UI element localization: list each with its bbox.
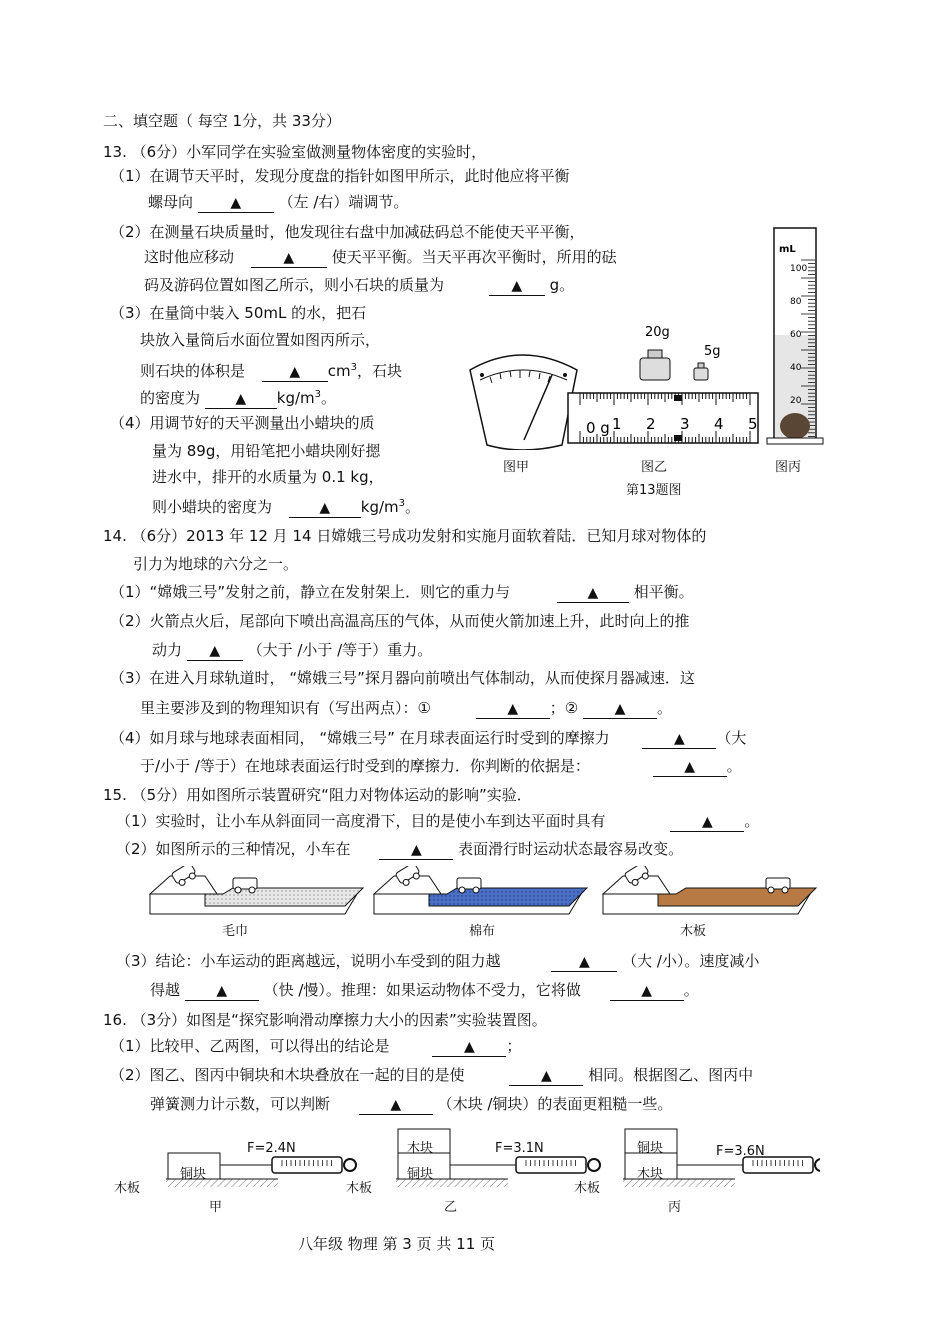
q14-p2b [152, 640, 432, 661]
q13-p2c-post: g。 [549, 276, 575, 294]
q15-p1-pre: （1）实验时，让小车从斜面同一高度滑下，目的是使小车到达平面时具有 [116, 812, 606, 830]
label-towel: 毛巾 [222, 924, 249, 939]
answer-triangle: ▲ [209, 643, 221, 659]
q16-p2b-pre: 弹簧测力计示数，可以判断 [150, 1095, 331, 1113]
section-title: 二、填空题（ 每空 1分，共 33分） [103, 112, 341, 130]
spring-scale-icon [743, 1157, 820, 1173]
q15-p2 [116, 839, 683, 860]
unit-sup: 3 [398, 498, 406, 509]
cylinder-number: 80 [790, 297, 802, 307]
answer-blank[interactable] [642, 729, 716, 749]
answer-blank[interactable] [653, 757, 727, 777]
weight-5g-label: 5g [704, 344, 721, 359]
q14-p4a-post: （大 [716, 729, 747, 747]
wood-block-label: 木块 [407, 1141, 434, 1156]
q13-p4a: （4）用调节好的天平测量出小蜡块的质 [110, 414, 375, 432]
answer-blank[interactable] [509, 1066, 583, 1086]
answer-blank[interactable] [551, 952, 617, 972]
q15-p3a [116, 951, 759, 972]
q15-figure [145, 866, 825, 918]
q15-p1 [116, 811, 759, 832]
answer-blank[interactable] [251, 248, 327, 268]
answer-triangle: ▲ [283, 250, 295, 266]
caption-fig-yi: 图乙 [641, 460, 668, 475]
q13-figure [462, 220, 842, 450]
answer-triangle: ▲ [578, 954, 590, 970]
weight-20g-icon [640, 350, 670, 380]
label-board: 木板 [680, 924, 707, 939]
q15-p2-pre: （2）如图所示的三种情况，小车在 [116, 840, 351, 858]
q16-p2b-post: （木块 /铜块）的表面更粗糙一些。 [437, 1095, 673, 1113]
balance-dial-icon [470, 355, 577, 450]
q14-p3b-pre: 里主要涉及到的物理知识有（写出两点）：① [140, 699, 431, 717]
q13-p4c: 进水中，排开的水质量为 0.1 kg， [152, 468, 384, 486]
ramp-icon [374, 866, 587, 914]
board-label: 木板 [114, 1181, 141, 1196]
q13-p3d-post: 。 [321, 389, 337, 407]
q14-p3b [140, 698, 672, 719]
q13-p4b: 量为 89g，用铅笔把小蜡块刚好摁 [152, 442, 381, 460]
ramp-icon [150, 866, 363, 914]
unit-kgm: kg/m [360, 498, 399, 516]
answer-blank[interactable] [670, 812, 744, 832]
q15-head: 15. （5分）用如图所示装置研究“阻力对物体运动的影响”实验． [103, 786, 532, 804]
answer-blank[interactable] [379, 840, 453, 860]
board-label: 木板 [574, 1181, 601, 1196]
q14-p4a-pre: （4）如月球与地球表面相同， “嫦娥三号” 在月球表面运行时受到的摩擦力 [110, 729, 610, 747]
caption-fig-bing: 图丙 [775, 460, 802, 475]
force-reading-jia: F=2.4N [247, 1141, 296, 1156]
answer-triangle: ▲ [511, 278, 523, 294]
q13-p3b: 块放入量筒后水面位置如图丙所示， [140, 331, 381, 349]
answer-triangle: ▲ [684, 759, 696, 775]
answer-triangle: ▲ [540, 1068, 552, 1084]
answer-blank[interactable] [432, 1037, 506, 1057]
q14-p3b-mid: ；② [549, 699, 579, 717]
board-label: 木板 [346, 1181, 373, 1196]
q13-p2a: （2）在测量石块质量时，他发现往右盘中加减砝码总不能使天平平衡， [110, 223, 585, 241]
q13-p4d-pre: 则小蜡块的密度为 [152, 498, 273, 516]
answer-triangle: ▲ [587, 585, 599, 601]
q16-p1 [110, 1036, 521, 1057]
answer-triangle: ▲ [235, 391, 247, 407]
cylinder-unit-label: mL [779, 244, 796, 255]
q13-p1b-pre: 螺母向 [148, 193, 194, 211]
cylinder-number: 60 [790, 330, 802, 340]
caption-q13: 第13题图 [626, 483, 682, 498]
page-footer: 八年级 物理 第 3 页 共 11 页 [298, 1235, 496, 1253]
q14-p1-pre: （1）“嫦娥三号”发射之前，静立在发射架上．则它的重力与 [110, 583, 511, 601]
q13-head: 13. （6分）小军同学在实验室做测量物体密度的实验时， [103, 143, 487, 161]
q14-p1 [110, 582, 694, 603]
answer-blank[interactable] [205, 389, 277, 409]
q15-p1-post: 。 [744, 812, 760, 830]
q16-p1-post: ； [506, 1037, 522, 1055]
copper-block-label: 铜块 [637, 1141, 664, 1156]
force-reading-yi: F=3.1N [495, 1141, 544, 1156]
q16-p2a [110, 1065, 753, 1086]
wood-block-label: 木块 [637, 1167, 664, 1182]
q16-p2a-pre: （2）图乙、图丙中铜块和木块叠放在一起的目的是使 [110, 1066, 465, 1084]
q14-p2b-pre: 动力 [152, 641, 183, 659]
answer-blank[interactable] [557, 583, 629, 603]
caption-jia: 甲 [209, 1200, 223, 1215]
answer-blank[interactable] [198, 193, 274, 213]
q14-p3b-post: 。 [656, 699, 672, 717]
q13-p3d [140, 385, 336, 409]
answer-triangle: ▲ [289, 364, 301, 380]
q14-p2b-post: （大于 /小于 /等于）重力。 [247, 641, 433, 659]
q14-p2a: （2）火箭点火后，尾部向下喷出高温高压的气体，从而使火箭加速上升，此时向上的推 [110, 612, 690, 630]
answer-blank[interactable] [262, 362, 328, 382]
ruler-number: 1 [612, 415, 622, 433]
answer-blank[interactable] [359, 1095, 433, 1115]
answer-blank[interactable] [185, 981, 259, 1001]
q14-p3a: （3）在进入月球轨道时， “嫦娥三号”探月器向前喷出气体制动，从而使探月器减速．这 [110, 669, 695, 687]
q14-p4b-pre: 于/小于 /等于）在地球表面运行时受到的摩擦力．你判断的依据是： [140, 757, 590, 775]
q15-p3b-mid: （快 /慢）。推理：如果运动物体不受力，它将做 [263, 981, 581, 999]
answer-triangle: ▲ [507, 701, 519, 717]
q15-p3a-pre: （3）结论：小车运动的距离越远，说明小车受到的阻力越 [116, 952, 501, 970]
answer-triangle: ▲ [319, 500, 331, 516]
weight-5g-icon [694, 363, 708, 380]
q13-p1a: （1）在调节天平时，发现分度盘的指针如图甲所示，此时他应将平衡 [110, 167, 570, 185]
q15-p3a-post: （大 /小）。速度减小 [622, 952, 760, 970]
q16-p1-pre: （1）比较甲、乙两图，可以得出的结论是 [110, 1037, 390, 1055]
q14-p4b-post: 。 [726, 757, 742, 775]
weight-20g-label: 20g [645, 325, 670, 340]
q13-p3c [140, 358, 402, 382]
answer-blank[interactable] [289, 498, 361, 518]
q16-p2a-post: 相同。根据图乙、图丙中 [588, 1066, 754, 1084]
q13-p3c-post: ，石块 [357, 362, 403, 380]
q13-p2b-post: 使天平平衡。当天平再次平衡时，所用的砝 [331, 248, 617, 266]
q14-head: 14. （6分）2013 年 12 月 14 日嫦娥三号成功发射和实施月面软着陆．已知月球对物体的 [103, 527, 707, 545]
answer-triangle: ▲ [614, 701, 626, 717]
answer-blank[interactable] [610, 981, 684, 1001]
q13-p3c-pre: 则石块的体积是 [140, 362, 246, 380]
ruler-number: 4 [714, 415, 724, 433]
answer-triangle: ▲ [390, 1097, 402, 1113]
cylinder-number: 100 [790, 264, 808, 274]
q13-p3d-pre: 的密度为 [140, 389, 201, 407]
unit-cm: cm [327, 362, 351, 380]
q14-head2: 引力为地球的六分之一。 [133, 555, 299, 573]
answer-triangle: ▲ [230, 195, 242, 211]
answer-blank[interactable] [187, 641, 243, 661]
unit-sup: 3 [314, 389, 322, 400]
q14-p4a [110, 728, 746, 749]
ruler-number: 2 [646, 415, 656, 433]
caption-yi: 乙 [444, 1200, 458, 1215]
q13-p4d [152, 494, 420, 518]
cylinder-number: 40 [790, 363, 802, 373]
q13-p2b-pre: 这时他应移动 [144, 248, 235, 266]
answer-blank[interactable] [476, 699, 550, 719]
answer-blank[interactable] [583, 699, 657, 719]
ruler-zero-label: 0 g [586, 419, 610, 437]
ramp-icon [603, 866, 816, 914]
q15-p2-post: 表面滑行时运动状态最容易改变。 [458, 840, 684, 858]
cylinder-number: 20 [790, 396, 802, 406]
spring-scale-icon [272, 1157, 356, 1173]
label-cotton: 棉布 [469, 924, 496, 939]
answer-triangle: ▲ [641, 983, 653, 999]
caption-fig-jia: 图甲 [503, 460, 530, 475]
answer-triangle: ▲ [674, 731, 685, 747]
q14-p4b [140, 756, 742, 777]
copper-block-label: 铜块 [180, 1167, 207, 1182]
spring-scale-icon [516, 1157, 600, 1173]
q15-p3b-pre: 得越 [150, 981, 181, 999]
q16-head: 16. （3分）如图是“探究影响滑动摩擦力大小的因素”实验装置图。 [103, 1011, 547, 1029]
answer-triangle: ▲ [701, 814, 713, 830]
force-reading-bing: F=3.6N [716, 1144, 765, 1159]
q13-p4d-post: 。 [405, 498, 421, 516]
answer-triangle: ▲ [216, 983, 228, 999]
ruler-number: 3 [680, 415, 690, 433]
copper-block-label: 铜块 [407, 1167, 434, 1182]
answer-triangle: ▲ [463, 1039, 475, 1055]
q13-p2c-pre: 码及游码位置如图乙所示，则小石块的质量为 [144, 276, 445, 294]
q13-p1b [148, 192, 408, 213]
q16-p2b [150, 1094, 672, 1115]
answer-triangle: ▲ [410, 842, 422, 858]
caption-bing: 丙 [668, 1200, 682, 1215]
q13-p3a: （3）在量筒中装入 50mL 的水，把石 [110, 304, 367, 322]
q13-p1b-post: （左 /右）端调节。 [278, 193, 409, 211]
ruler-number: 5 [748, 415, 758, 433]
unit-sup: 3 [350, 362, 358, 373]
q14-p1-post: 相平衡。 [633, 583, 694, 601]
unit-kgm: kg/m [276, 389, 315, 407]
q15-p3b-post: 。 [683, 981, 699, 999]
q15-p3b [150, 980, 699, 1001]
